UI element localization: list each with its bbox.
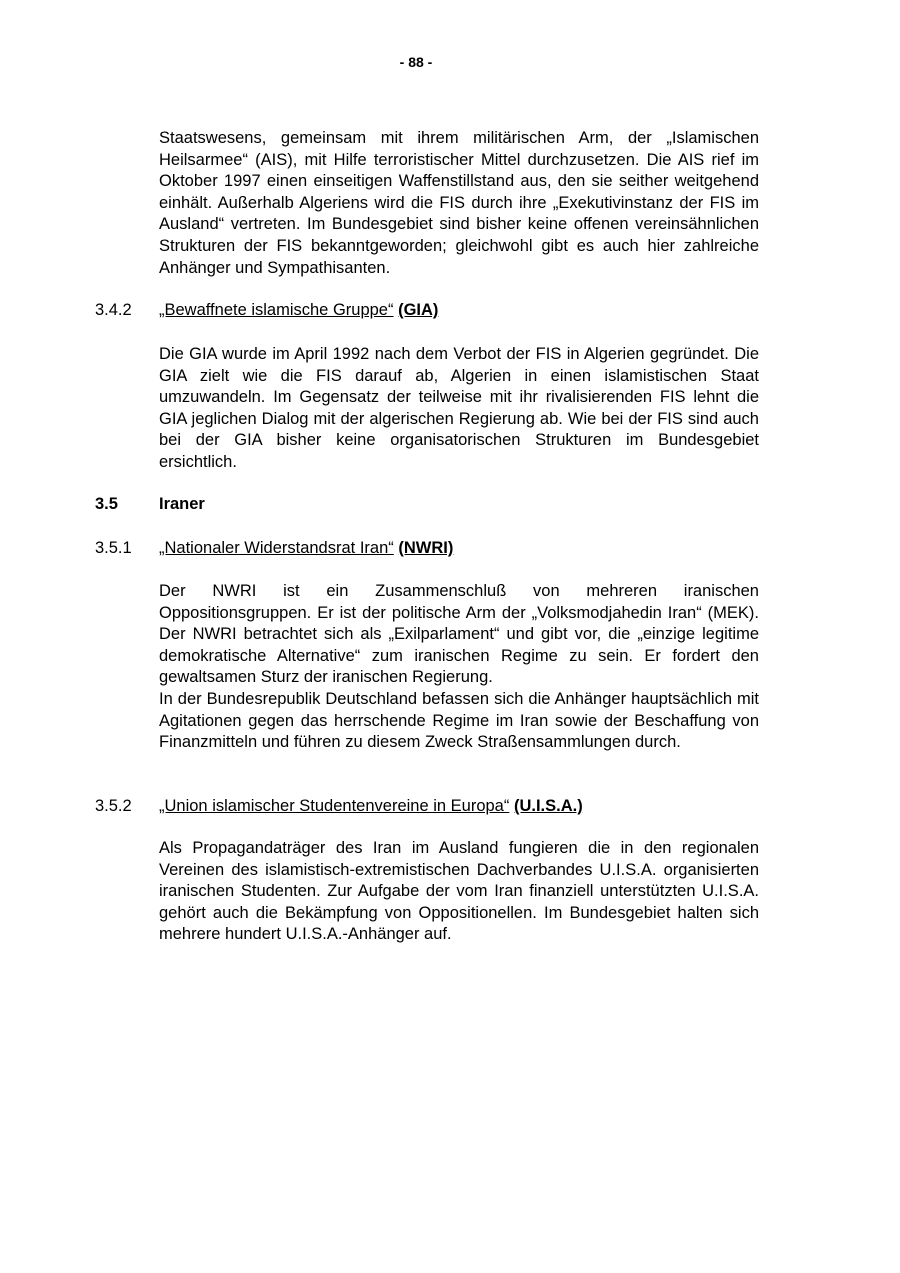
section-number: 3.5	[95, 495, 118, 513]
section-heading-3-4-2	[95, 300, 438, 322]
section-heading-3-5-2	[95, 796, 583, 818]
section-heading-3-5	[95, 494, 205, 516]
section-3-5-1-body	[159, 581, 759, 754]
section-number: 3.5.1	[95, 539, 132, 557]
page-number: - 88 -	[399, 54, 433, 70]
section-heading-3-5-1	[95, 538, 453, 560]
section-title: Iraner	[159, 495, 205, 513]
section-paragraph: Als Propagandaträger des Iran im Ausland fungieren die in den regionalen Vereinen des islamistisch-extremistischen Dachverbandes U.I.S.A. organisierten iranischen Studenten. Zur Aufgabe der vom Iran finanziell unterstützten U.I.S.A. gehört auch die Bekämpfung von Oppositionellen. Im Bundesgebiet halten sich mehrere hundert U.I.S.A.-Anhänger auf.	[159, 839, 759, 944]
section-title: „Union islamischer Studentenvereine in Europa“	[159, 797, 510, 815]
section-paragraph: In der Bundesrepublik Deutschland befassen sich die Anhänger hauptsächlich mit Agitationen gegen das herrschende Regime im Iran sowie der Beschaffung von Finanzmitteln und führen zu diesem Zweck Straßensammlungen durch.	[159, 689, 759, 752]
section-3-5-2-body	[159, 838, 759, 946]
section-title: „Nationaler Widerstandsrat Iran“	[159, 539, 394, 557]
section-number: 3.4.2	[95, 301, 132, 319]
section-3-4-2-body	[159, 344, 759, 474]
section-paragraph: Die GIA wurde im April 1992 nach dem Verbot der FIS in Algerien gegründet. Die GIA zielt wie die FIS darauf ab, Algerien in einen islamistischen Staat umzuwandeln. Im Gegensatz der teilweise mit ihr rivalisierenden FIS lehnt die GIA jeglichen Dialog mit der algerischen Regierung ab. Wie bei der FIS sind auch bei der GIA bisher keine organisatorischen Strukturen im Bundesgebiet ersichtlich.	[159, 345, 759, 471]
section-abbreviation: (U.I.S.A.)	[513, 797, 583, 815]
section-number: 3.5.2	[95, 797, 132, 815]
intro-paragraph: Staatswesens, gemeinsam mit ihrem militärischen Arm, der „Islamischen Heilsarmee“ (AIS), mit Hilfe terroristischer Mittel durchzusetzen. Die AIS rief im Oktober 1997 einen einseitigen Waffenstillstand aus, den sie seither weitgehend einhält. Außerhalb Algeriens wird die FIS durch ihre „Exekutivinstanz der FIS im Ausland“ vertreten. Im Bundesgebiet sind bisher keine offenen vereinsähnlichen Strukturen der FIS bekanntgeworden; gleichwohl gibt es auch hier zahlreiche Anhänger und Sympathisanten.	[159, 129, 759, 277]
section-title: „Bewaffnete islamische Gruppe“	[159, 301, 394, 319]
section-paragraph: Der NWRI ist ein Zusammenschluß von mehreren iranischen Oppositionsgruppen. Er ist der politische Arm der „Volksmodjahedin Iran“ (MEK). Der NWRI betrachtet sich als „Exilparlament“ und gibt vor, die „einzige legitime demokratische Alternative“ zum iranischen Regime zu sein. Er fordert den gewaltsamen Sturz der iranischen Regierung.	[159, 582, 759, 687]
intro-paragraph-block	[159, 128, 759, 279]
section-abbreviation: (NWRI)	[398, 539, 454, 557]
section-abbreviation: (GIA)	[398, 301, 439, 319]
